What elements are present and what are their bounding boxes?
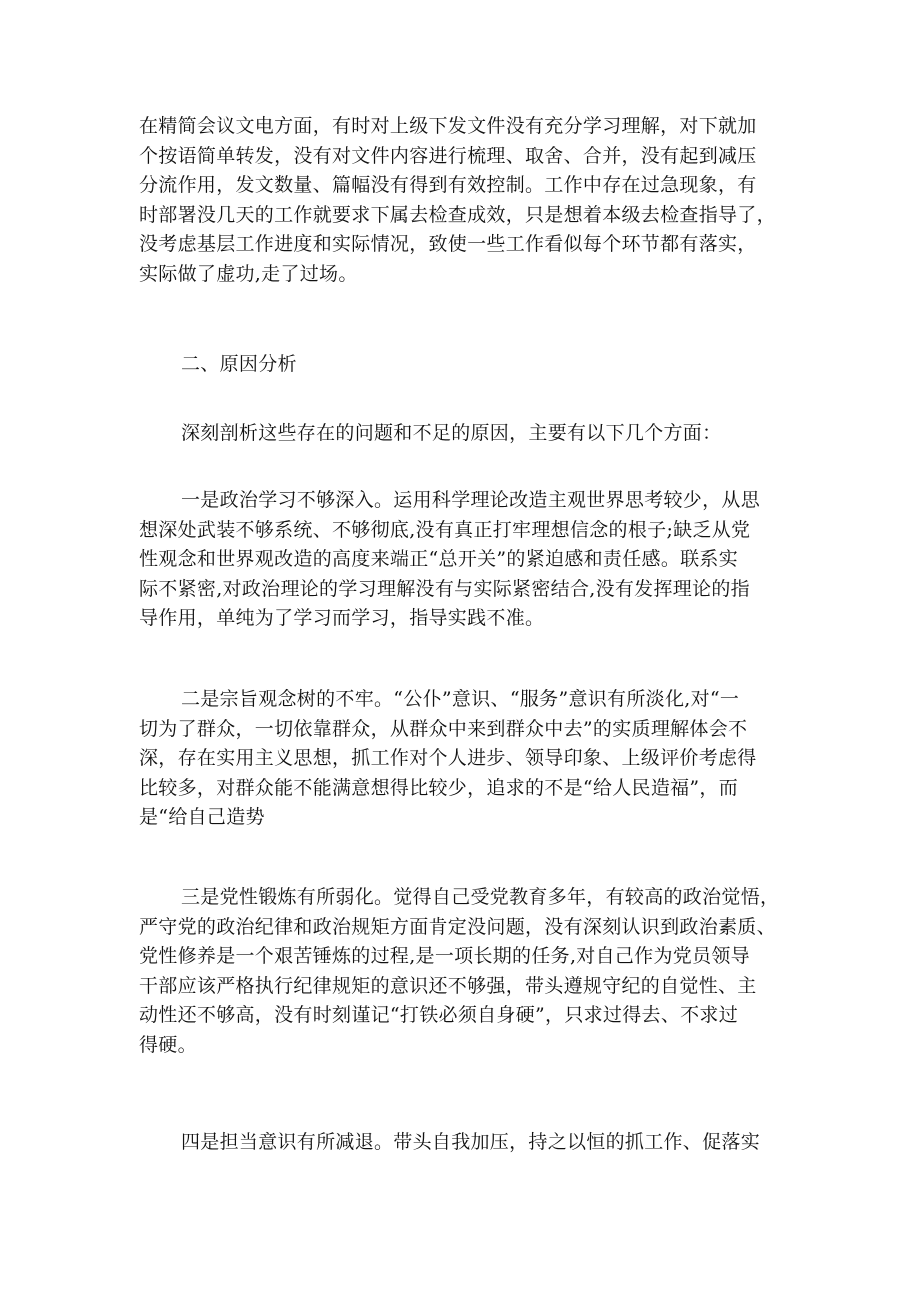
text-line: 比较多，对群众能不能满意想得比较少，追求的不是“给人民造福”，而 [139,776,739,799]
text-line: 深，存在实用主义思想，抓工作对个人进步、领导印象、上级评价考虑得 [139,747,757,770]
text-line: 在精简会议文电方面，有时对上级下发文件没有充分学习理解，对下就加 [139,115,757,137]
text-line: 干部应该严格执行纪律规矩的意识还不够强，带头遵规守纪的自觉性、主 [139,974,757,997]
text-line: 际不紧密,对政治理论的学习理解没有与实际紧密结合,没有发挥理论的指 [139,577,750,600]
text-line: 没考虑基层工作进度和实际情况，致使一些工作看似每个环节都有落实， [139,233,757,256]
text-line: 深刻剖析这些存在的问题和不足的原因，主要有以下几个方面： [181,422,722,444]
text-line: 实际做了虚功,走了过场。 [139,262,358,285]
text-line: 三是党性锻炼有所弱化。觉得自己受党教育多年，有较高的政治觉悟， [181,886,780,908]
text-line: 性观念和世界观改造的高度来端正“总开关”的紧迫感和责任感。联系实 [139,548,739,571]
text-line: 一是政治学习不够深入。运用科学理论改造主观世界思考较少，从思 [181,489,761,511]
text-line: 党性修养是一个艰苦锤炼的过程,是一项长期的任务,对自己作为党员领导 [139,945,750,968]
text-line: 切为了群众，一切依靠群众，从群众中来到群众中去”的实质理解体会不 [139,717,748,740]
text-line: 得硬。 [139,1033,197,1056]
text-line: 分流作用，发文数量、篇幅没有得到有效控制。工作中存在过急现象，有 [139,174,757,197]
text-line: 个按语简单转发，没有对文件内容进行梳理、取舍、合并，没有起到减压 [139,144,757,167]
paragraph-party-spirit [139,883,789,1061]
paragraph-political-study [139,486,789,634]
paragraph-intro [139,419,789,449]
text-line: 动性还不够高，没有时刻谨记“打铁必须自身硬”，只求过得去、不求过 [139,1004,739,1027]
paragraph-meeting-documents [139,112,789,290]
text-line: 导作用，单纯为了学习而学习，指导实践不准。 [139,607,545,630]
text-line: 时部署没几天的工作就要求下属去检查成效，只是想着本级去检查指导了， [139,203,776,226]
paragraph-purpose-concept [139,685,789,833]
text-line: 二是宗旨观念树的不牢。“公仆”意识、“服务”意识有所淡化,对“一 [181,688,740,710]
text-line: 严守党的政治纪律和政治规矩方面肯定没问题，没有深刻认识到政治素质、 [139,915,776,938]
paragraph-responsibility [139,1128,789,1158]
section-heading-cause-analysis: 二、原因分析 [181,353,297,375]
text-line: 是“给自己造势 [139,806,265,829]
text-line: 四是担当意识有所减退。带头自我加压，持之以恒的抓工作、促落实 [181,1131,761,1153]
text-line: 想深处武装不够系统、不够彻底,没有真正打牢理想信念的根子;缺乏从党 [139,518,751,541]
